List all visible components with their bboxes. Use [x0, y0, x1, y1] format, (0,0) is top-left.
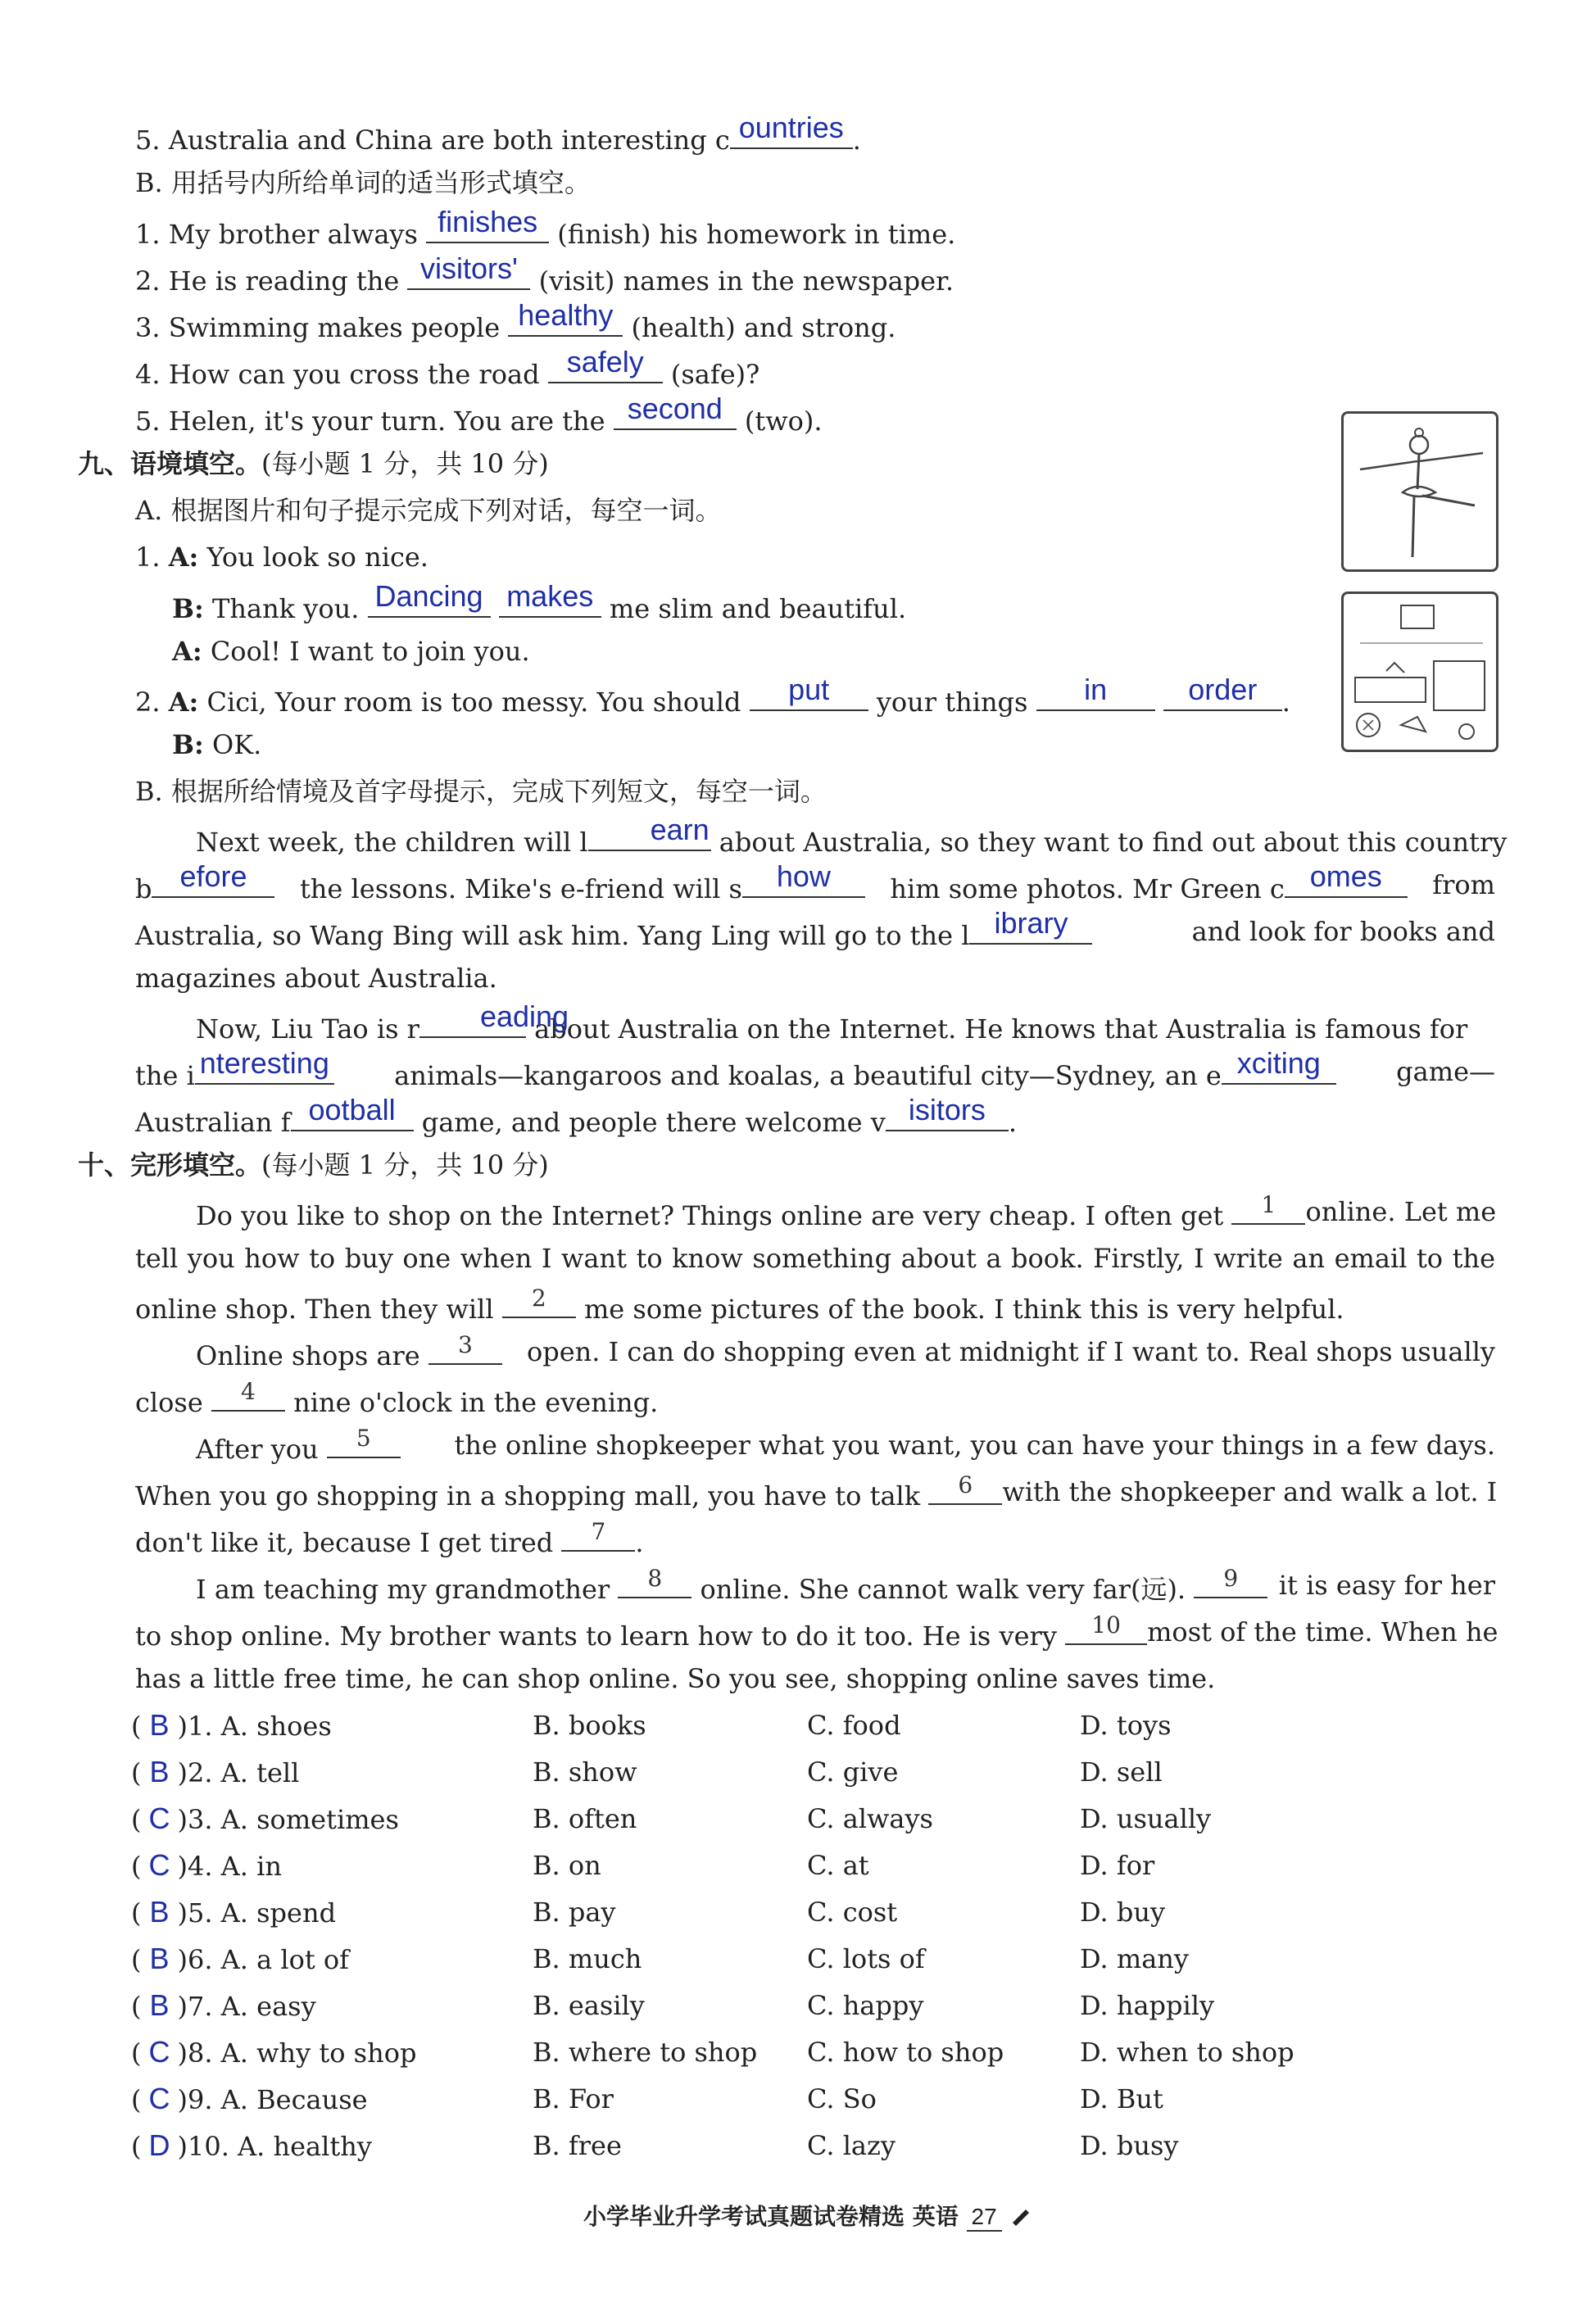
- answer-blank[interactable]: [499, 579, 601, 618]
- question-text: 1. My brother always: [135, 219, 418, 250]
- passage-text: to shop online. My brother wants to learn how to do it too. He is very: [135, 1620, 1057, 1652]
- ballet-dancer-icon: [1344, 414, 1496, 569]
- answer-blank[interactable]: [291, 1093, 414, 1131]
- passage-segment: [135, 1191, 1305, 1232]
- section-title: 十、完形填空。: [78, 1149, 262, 1181]
- option-a: A. Because: [220, 2084, 368, 2115]
- question-number: )1.: [177, 1711, 213, 1742]
- choice-answer[interactable]: C: [148, 1848, 170, 1882]
- cloze-blank[interactable]: [211, 1378, 285, 1412]
- option-d: D. toys: [1080, 1710, 1172, 1741]
- answer-blank[interactable]: [614, 392, 737, 430]
- passage-1-line-1: [135, 813, 1508, 859]
- blank-number: 10: [1091, 1611, 1121, 1639]
- answer-text: isitors: [908, 1093, 986, 1126]
- question-number: )9.: [177, 2084, 213, 2115]
- cloze-blank[interactable]: [561, 1518, 635, 1552]
- passage-text: most of the time. When he: [1147, 1616, 1499, 1648]
- dialogue-2-line-b: [172, 728, 261, 761]
- passage-text: Australian f: [135, 1107, 291, 1138]
- question-number: 1.: [135, 542, 161, 573]
- section-9-part-b-header: B. 根据所给情境及首字母提示，完成下列短文，每空一词。: [135, 776, 827, 807]
- passage-segment: [135, 1471, 1002, 1512]
- cloze-blank[interactable]: [1065, 1611, 1147, 1645]
- speaker-label: A:: [168, 542, 199, 573]
- answer-text: second: [627, 392, 723, 425]
- option-a: A. healthy: [238, 2131, 372, 2162]
- passage-text: After you: [196, 1434, 319, 1465]
- option-b: B. on: [533, 1850, 601, 1881]
- dialogue-1-line-c: [172, 635, 530, 668]
- speaker-label: A:: [172, 636, 202, 667]
- cloze-line-10: [135, 1611, 1499, 1652]
- answer-blank[interactable]: [730, 111, 853, 149]
- footer-title: 小学毕业升学考试真题试卷精选 英语: [583, 2203, 959, 2230]
- option-b: B. free: [533, 2130, 622, 2161]
- passage-text: the lessons. Mike's e-friend will s: [299, 873, 742, 904]
- passage-text: game, and people there welcome v: [421, 1107, 886, 1138]
- passage-segment: [135, 859, 274, 905]
- question-number: )10.: [177, 2131, 229, 2162]
- option-b: B. show: [533, 1756, 637, 1788]
- question-number: 2.: [135, 687, 161, 718]
- speaker-label: B:: [172, 729, 204, 760]
- option-a: A. why to shop: [220, 2037, 417, 2069]
- answer-blank[interactable]: [508, 298, 623, 337]
- blank-number: 2: [531, 1285, 546, 1312]
- option-c: C. at: [807, 1850, 869, 1881]
- passage-text: from: [1432, 869, 1495, 900]
- answer-blank[interactable]: [742, 859, 865, 898]
- blank-number: 4: [241, 1378, 256, 1405]
- fill-question-2: [135, 252, 954, 297]
- fill-question-3: [135, 298, 896, 344]
- choice-number: ( C )8. A. why to shop: [131, 2035, 417, 2069]
- answer-text: eading: [479, 999, 569, 1033]
- passage-1-line-4: magazines about Australia.: [135, 963, 497, 994]
- cloze-line-3: [135, 1285, 1344, 1326]
- option-a: A. spend: [220, 1897, 337, 1929]
- cloze-line-4: [135, 1331, 1495, 1372]
- passage-segment: [394, 1046, 1336, 1092]
- passage-text: me some pictures of the book. I think this is very helpful.: [583, 1294, 1344, 1325]
- passage-text: b: [135, 873, 152, 904]
- answer-blank[interactable]: [548, 345, 663, 383]
- answer-text: xciting: [1236, 1046, 1321, 1080]
- passage-text: don't like it, because I get tired: [135, 1527, 554, 1558]
- section-9-part-a-header: A. 根据图片和句子提示完成下列对话，每空一词。: [135, 495, 722, 526]
- blank-number: 1: [1261, 1191, 1276, 1218]
- option-d: D. busy: [1080, 2130, 1179, 2161]
- option-a: A. tell: [220, 1757, 300, 1788]
- answer-blank[interactable]: [1163, 673, 1282, 711]
- section-score: (每小题 1 分，共 10 分): [261, 1149, 549, 1181]
- choice-number: ( D )10. A. healthy: [131, 2128, 372, 2162]
- passage-2-line-1: [135, 999, 1495, 1045]
- choice-answer[interactable]: C: [148, 1802, 170, 1835]
- passage-text: Do you like to shop on the Internet? Things online are very cheap. I often get: [196, 1200, 1224, 1231]
- passage-text: Now, Liu Tao is r: [196, 1013, 419, 1045]
- answer-blank[interactable]: [1036, 673, 1155, 711]
- option-d: D. many: [1080, 1943, 1189, 1974]
- answer-blank[interactable]: [588, 813, 711, 851]
- cloze-line-2: tell you how to buy one when I want to know something about a book. Firstly, I write an email to the: [135, 1243, 1495, 1274]
- answer-text: nteresting: [199, 1046, 329, 1080]
- choice-answer[interactable]: C: [148, 2035, 170, 2069]
- fill-question-4: [135, 345, 760, 391]
- ballet-dancer-picture: [1341, 411, 1499, 572]
- dialogue-text: You look so nice.: [206, 542, 428, 573]
- option-d: D. when to shop: [1080, 2037, 1294, 2068]
- choice-answer[interactable]: D: [148, 2128, 170, 2162]
- option-c: C. how to shop: [807, 2037, 1004, 2068]
- option-a: A. in: [220, 1851, 282, 1882]
- answer-text: ootball: [308, 1093, 396, 1126]
- answer-text: put: [788, 673, 830, 706]
- blank-number: 6: [958, 1471, 973, 1498]
- section-score: (每小题 1 分，共 10 分): [261, 448, 549, 479]
- option-d: D. buy: [1080, 1897, 1166, 1928]
- answer-blank[interactable]: [368, 579, 491, 618]
- passage-text: him some photos. Mr Green c: [890, 873, 1285, 904]
- option-b: B. where to shop: [533, 2037, 758, 2068]
- option-b: B. books: [533, 1710, 646, 1741]
- question-text: (safe)?: [670, 359, 760, 390]
- blank-number: 7: [591, 1518, 606, 1545]
- blank-number: 3: [457, 1331, 473, 1358]
- option-b: B. much: [533, 1943, 642, 1974]
- answer-blank[interactable]: [152, 859, 274, 898]
- question-number: )8.: [177, 2037, 213, 2069]
- passage-text: Australia, so Wang Bing will ask him. Yang Ling will go to the l: [135, 920, 970, 951]
- part-b-header: B. 用括号内所给单词的适当形式填空。: [135, 167, 591, 198]
- passage-text: it is easy for her: [1278, 1570, 1495, 1601]
- passage-text: game—: [1396, 1056, 1495, 1087]
- passage-text: Online shops are: [196, 1340, 420, 1371]
- answer-text: in: [1084, 673, 1108, 706]
- dialogue-1-line-b: [172, 579, 907, 625]
- cloze-blank[interactable]: [502, 1285, 576, 1318]
- dialogue-text: Cool! I want to join you.: [210, 636, 530, 667]
- question-number: )2.: [177, 1757, 213, 1788]
- cloze-blank[interactable]: [327, 1425, 401, 1458]
- option-b: B. For: [533, 2083, 614, 2114]
- choice-number: ( B )2. A. tell: [131, 1755, 300, 1788]
- answer-blank[interactable]: [969, 906, 1092, 945]
- choice-number: ( B )1. A. shoes: [131, 1708, 332, 1742]
- question-number: )7.: [177, 1991, 213, 2022]
- answer-blank[interactable]: [419, 999, 569, 1038]
- question-text: (two).: [744, 406, 823, 437]
- answer-text: ountries: [738, 111, 844, 144]
- speaker-label: B:: [172, 593, 204, 624]
- option-c: C. happy: [807, 1990, 924, 2021]
- choice-answer[interactable]: B: [149, 1895, 170, 1929]
- question-text: (health) and strong.: [631, 312, 896, 343]
- choice-answer[interactable]: B: [149, 1942, 170, 1975]
- fill-question-1: [135, 205, 956, 251]
- passage-text: with the shopkeeper and walk a lot. I: [1002, 1476, 1498, 1507]
- blank-number: 8: [647, 1565, 663, 1592]
- answer-blank[interactable]: [1285, 859, 1408, 898]
- option-c: C. food: [807, 1710, 901, 1741]
- option-c: C. give: [807, 1756, 899, 1788]
- choice-answer[interactable]: B: [149, 1988, 170, 2022]
- cloze-line-9: [135, 1565, 1495, 1606]
- question-number: )3.: [177, 1804, 213, 1835]
- answer-blank[interactable]: [426, 205, 549, 243]
- answer-text: how: [776, 859, 831, 893]
- passage-text: about Australia on the Internet. He knows that Australia is famous for: [534, 1013, 1468, 1045]
- answer-text: healthy: [518, 298, 614, 332]
- answer-text: efore: [179, 859, 247, 893]
- page-number: 27: [967, 2204, 1002, 2232]
- question-number: )4.: [177, 1851, 213, 1882]
- passage-2-line-3: [135, 1093, 1018, 1139]
- dialogue-text: Cici, Your room is too messy. You should: [206, 687, 741, 718]
- question-text: (finish) his homework in time.: [557, 219, 956, 250]
- messy-room-picture: [1341, 591, 1499, 752]
- option-a: A. sometimes: [220, 1804, 399, 1835]
- question-number: )6.: [177, 1944, 213, 1975]
- choice-answer[interactable]: B: [149, 1708, 170, 1742]
- passage-text: online shop. Then they will: [135, 1294, 494, 1325]
- passage-text: When you go shopping in a shopping mall, you have to talk: [135, 1480, 921, 1512]
- question-text: 2. He is reading the: [135, 265, 400, 297]
- option-a: A. a lot of: [220, 1944, 350, 1975]
- blank-number: 5: [356, 1425, 371, 1452]
- answer-blank[interactable]: [1222, 1046, 1336, 1085]
- cloze-line-5: [135, 1378, 659, 1419]
- answer-text: ibrary: [994, 906, 1068, 940]
- passage-text: the i: [135, 1060, 195, 1091]
- option-d: D. happily: [1080, 1990, 1215, 2021]
- choice-number: ( B )5. A. spend: [131, 1895, 337, 1929]
- option-b: B. easily: [533, 1990, 645, 2021]
- option-c: C. lots of: [807, 1943, 925, 1974]
- question-text: 5. Australia and China are both interesting c: [135, 125, 730, 156]
- cloze-blank[interactable]: [428, 1331, 502, 1365]
- option-a: A. easy: [220, 1991, 316, 2022]
- blank-number: 9: [1223, 1565, 1239, 1592]
- passage-text: open. I can do shopping even at midnight if I want to. Real shops usually: [526, 1336, 1495, 1367]
- option-b: B. often: [533, 1803, 637, 1834]
- passage-segment: [135, 1611, 1147, 1652]
- choice-number: ( C )4. A. in: [131, 1848, 282, 1882]
- cloze-line-7: [135, 1471, 1498, 1512]
- choice-number: ( B )6. A. a lot of: [131, 1942, 350, 1975]
- answer-text: earn: [650, 813, 710, 846]
- dialogue-2-line-a: [135, 673, 1290, 718]
- option-d: D. But: [1080, 2083, 1163, 2114]
- option-d: D. for: [1080, 1850, 1155, 1881]
- question-text: (visit) names in the newspaper.: [538, 265, 954, 297]
- answer-text: omes: [1309, 859, 1382, 893]
- cloze-blank[interactable]: [1231, 1191, 1305, 1225]
- section-9-heading: [78, 447, 549, 480]
- cloze-blank[interactable]: [928, 1471, 1002, 1505]
- passage-text: animals—kangaroos and koalas, a beautiful city—Sydney, an e: [394, 1060, 1222, 1091]
- cloze-line-11: has a little free time, he can shop online. So you see, shopping online saves time.: [135, 1663, 1216, 1694]
- passage-segment: [135, 1046, 334, 1092]
- speaker-label: A:: [168, 687, 199, 718]
- option-d: D. sell: [1080, 1756, 1163, 1788]
- dialogue-text: .: [1281, 687, 1290, 718]
- passage-text: close: [135, 1387, 203, 1418]
- passage-text: I am teaching my grandmother: [196, 1574, 610, 1605]
- option-c: C. always: [807, 1803, 933, 1834]
- question-number: )5.: [177, 1897, 213, 1929]
- passage-text: nine o'clock in the evening.: [293, 1387, 659, 1418]
- question-text: 4. How can you cross the road: [135, 359, 540, 390]
- passage-1-line-3: [135, 906, 1495, 952]
- dialogue-1-line-a: [135, 541, 428, 573]
- option-c: C. cost: [807, 1897, 898, 1928]
- option-c: C. So: [807, 2083, 877, 2114]
- passage-text: Next week, the children will l: [196, 827, 588, 858]
- answer-text: visitors': [419, 252, 518, 285]
- passage-text: and look for books and: [1191, 916, 1495, 947]
- cloze-line-1: [135, 1191, 1497, 1232]
- question-text: .: [852, 125, 861, 156]
- answer-text: safely: [566, 345, 644, 378]
- cloze-blank[interactable]: [1194, 1565, 1267, 1598]
- cloze-line-6: [135, 1425, 1495, 1466]
- answer-text: order: [1188, 673, 1258, 706]
- passage-text: online. Let me: [1305, 1196, 1497, 1227]
- fill-question-5: [135, 392, 823, 437]
- option-c: C. lazy: [807, 2130, 895, 2161]
- passage-segment: [135, 1331, 502, 1372]
- dialogue-text: me slim and beautiful.: [609, 593, 907, 624]
- choice-number: ( B )7. A. easy: [131, 1988, 316, 2022]
- choice-answer[interactable]: C: [148, 2082, 170, 2115]
- passage-text: online. She cannot walk very far(远).: [700, 1574, 1186, 1605]
- passage-segment: [299, 859, 865, 905]
- choice-answer[interactable]: B: [149, 1755, 170, 1788]
- question-text: 3. Swimming makes people: [135, 312, 501, 343]
- part-a-question-5: [135, 111, 861, 156]
- option-a: A. shoes: [220, 1711, 332, 1742]
- answer-blank[interactable]: [195, 1046, 334, 1085]
- passage-segment: [890, 859, 1407, 905]
- cloze-line-8: [135, 1518, 644, 1559]
- passage-segment: [135, 1425, 401, 1466]
- answer-blank[interactable]: [407, 252, 530, 290]
- question-text: 5. Helen, it's your turn. You are the: [135, 406, 605, 437]
- passage-text: .: [1008, 1107, 1018, 1138]
- passage-text: the online shopkeeper what you want, you can have your things in a few days.: [454, 1430, 1495, 1461]
- choice-number: ( C )3. A. sometimes: [131, 1802, 399, 1835]
- cloze-blank[interactable]: [618, 1565, 691, 1598]
- choice-number: ( C )9. A. Because: [131, 2082, 368, 2115]
- passage-1-line-2: [135, 859, 1495, 905]
- passage-text: .: [635, 1527, 644, 1558]
- section-10-heading: [78, 1149, 549, 1181]
- dialogue-text: your things: [876, 687, 1028, 718]
- passage-2-line-2: [135, 1046, 1495, 1092]
- answer-text: makes: [506, 579, 594, 613]
- pen-icon: [1009, 2205, 1032, 2232]
- answer-blank[interactable]: [750, 673, 868, 711]
- passage-segment: [135, 906, 1092, 952]
- page-footer: [583, 2199, 1032, 2232]
- messy-room-icon: [1344, 594, 1496, 750]
- option-b: B. pay: [533, 1897, 616, 1928]
- passage-segment: [135, 1565, 1267, 1606]
- option-d: D. usually: [1080, 1803, 1212, 1834]
- passage-text: about Australia, so they want to find out about this country: [719, 827, 1508, 858]
- answer-text: finishes: [438, 205, 538, 238]
- section-title: 九、语境填空。: [78, 448, 262, 479]
- answer-text: Dancing: [374, 579, 483, 613]
- dialogue-text: OK.: [212, 729, 262, 760]
- answer-blank[interactable]: [886, 1093, 1009, 1131]
- dialogue-text: Thank you.: [212, 593, 360, 624]
